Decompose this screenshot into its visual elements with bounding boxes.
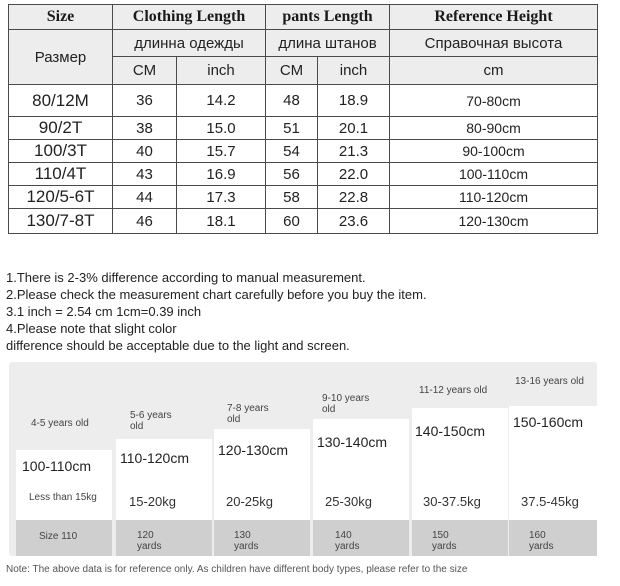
unit-pants-cm: CM: [266, 57, 318, 85]
pants-inch-cell: 23.6: [318, 209, 390, 234]
age-label: 9-10 years old: [322, 393, 370, 415]
pants-cm-cell: 48: [266, 85, 318, 117]
height-cell: 110-120cm: [390, 186, 598, 209]
clothing-cm-cell: 40: [113, 140, 177, 163]
header-pants-length: pants Length: [266, 5, 390, 30]
clothing-cm-cell: 44: [113, 186, 177, 209]
unit-clothing-cm: CM: [113, 57, 177, 85]
height-range-label: 100-110cm: [22, 458, 92, 474]
size-cell: 130/7-8T: [9, 209, 113, 234]
footnote: Note: The above data is for reference only. As children have different body types, please refer to the size: [6, 564, 468, 575]
label-clothing-length-ru: длинна одежды: [113, 30, 266, 57]
clothing-cm-cell: 46: [113, 209, 177, 234]
pants-cm-cell: 58: [266, 186, 318, 209]
age-label: 11-12 years old: [419, 385, 488, 396]
label-size-ru: Размер: [9, 30, 113, 85]
label-reference-height-ru: Справочная высота: [390, 30, 598, 57]
table-row: [9, 163, 598, 186]
unit-pants-inch: inch: [318, 57, 390, 85]
age-label: 13-16 years old: [515, 376, 584, 387]
size-cell: 110/4T: [9, 163, 113, 186]
clothing-inch-cell: 14.2: [177, 85, 266, 117]
size-label: Size 110: [39, 531, 78, 542]
height-cell: 70-80cm: [390, 85, 598, 117]
height-cell: 100-110cm: [390, 163, 598, 186]
size-cell: 120/5-6T: [9, 186, 113, 209]
clothing-inch-cell: 15.0: [177, 117, 266, 140]
pants-cm-cell: 56: [266, 163, 318, 186]
size-label: 160 yards: [529, 530, 554, 552]
height-range-label: 130-140cm: [317, 434, 388, 450]
note-line: 2.Please check the measurement chart carefully before you buy the item.: [6, 287, 427, 302]
table-row: [9, 209, 598, 234]
age-height-stair-chart: [9, 362, 597, 556]
size-cell: 100/3T: [9, 140, 113, 163]
note-line: 4.Please note that slight color: [6, 321, 177, 336]
header-row: [9, 5, 598, 30]
clothing-inch-cell: 16.9: [177, 163, 266, 186]
weight-label: 15-20kg: [129, 494, 176, 509]
weight-label: 37.5-45kg: [521, 494, 579, 509]
pants-inch-cell: 20.1: [318, 117, 390, 140]
note-line: 1.There is 2-3% difference according to manual measurement.: [6, 270, 366, 285]
pants-inch-cell: 18.9: [318, 85, 390, 117]
height-range-label: 150-160cm: [513, 414, 584, 430]
table-row: [9, 140, 598, 163]
size-label: 150 yards: [432, 530, 457, 552]
size-cell: 90/2T: [9, 117, 113, 140]
age-label: 4-5 years old: [31, 418, 89, 429]
pants-inch-cell: 21.3: [318, 140, 390, 163]
height-cell: 80-90cm: [390, 117, 598, 140]
pants-cm-cell: 51: [266, 117, 318, 140]
unit-clothing-inch: inch: [177, 57, 266, 85]
table-row: [9, 117, 598, 140]
notes-list: [6, 269, 427, 354]
pants-cm-cell: 60: [266, 209, 318, 234]
clothing-cm-cell: 38: [113, 117, 177, 140]
table-row: [9, 85, 598, 117]
clothing-cm-cell: 36: [113, 85, 177, 117]
header-clothing-length: Clothing Length: [113, 5, 266, 30]
label-pants-length-ru: длина штанов: [266, 30, 390, 57]
clothing-inch-cell: 15.7: [177, 140, 266, 163]
weight-label: Less than 15kg: [29, 492, 97, 503]
weight-label: 30-37.5kg: [423, 494, 481, 509]
weight-label: 25-30kg: [325, 494, 372, 509]
size-label: 140 yards: [335, 530, 360, 552]
russian-label-row: [9, 30, 598, 57]
weight-label: 20-25kg: [226, 494, 273, 509]
clothing-inch-cell: 17.3: [177, 186, 266, 209]
header-reference-height: Reference Height: [390, 5, 598, 30]
pants-inch-cell: 22.0: [318, 163, 390, 186]
note-line: 3.1 inch = 2.54 cm 1cm=0.39 inch: [6, 304, 202, 319]
height-range-label: 140-150cm: [415, 423, 486, 439]
size-label: 120 yards: [137, 530, 162, 552]
height-range-label: 120-130cm: [218, 442, 289, 458]
clothing-cm-cell: 43: [113, 163, 177, 186]
header-size: Size: [9, 5, 113, 30]
age-label: 7-8 years old: [227, 403, 269, 425]
size-cell: 80/12M: [9, 85, 113, 117]
note-line: difference should be acceptable due to the light and screen.: [6, 338, 350, 353]
clothing-inch-cell: 18.1: [177, 209, 266, 234]
size-chart-table: [8, 4, 598, 234]
unit-height: cm: [390, 57, 598, 85]
age-label: 5-6 years old: [130, 410, 172, 432]
height-cell: 90-100cm: [390, 140, 598, 163]
size-label: 130 yards: [234, 530, 259, 552]
pants-inch-cell: 22.8: [318, 186, 390, 209]
height-cell: 120-130cm: [390, 209, 598, 234]
table-row: [9, 186, 598, 209]
height-range-label: 110-120cm: [120, 450, 190, 466]
pants-cm-cell: 54: [266, 140, 318, 163]
